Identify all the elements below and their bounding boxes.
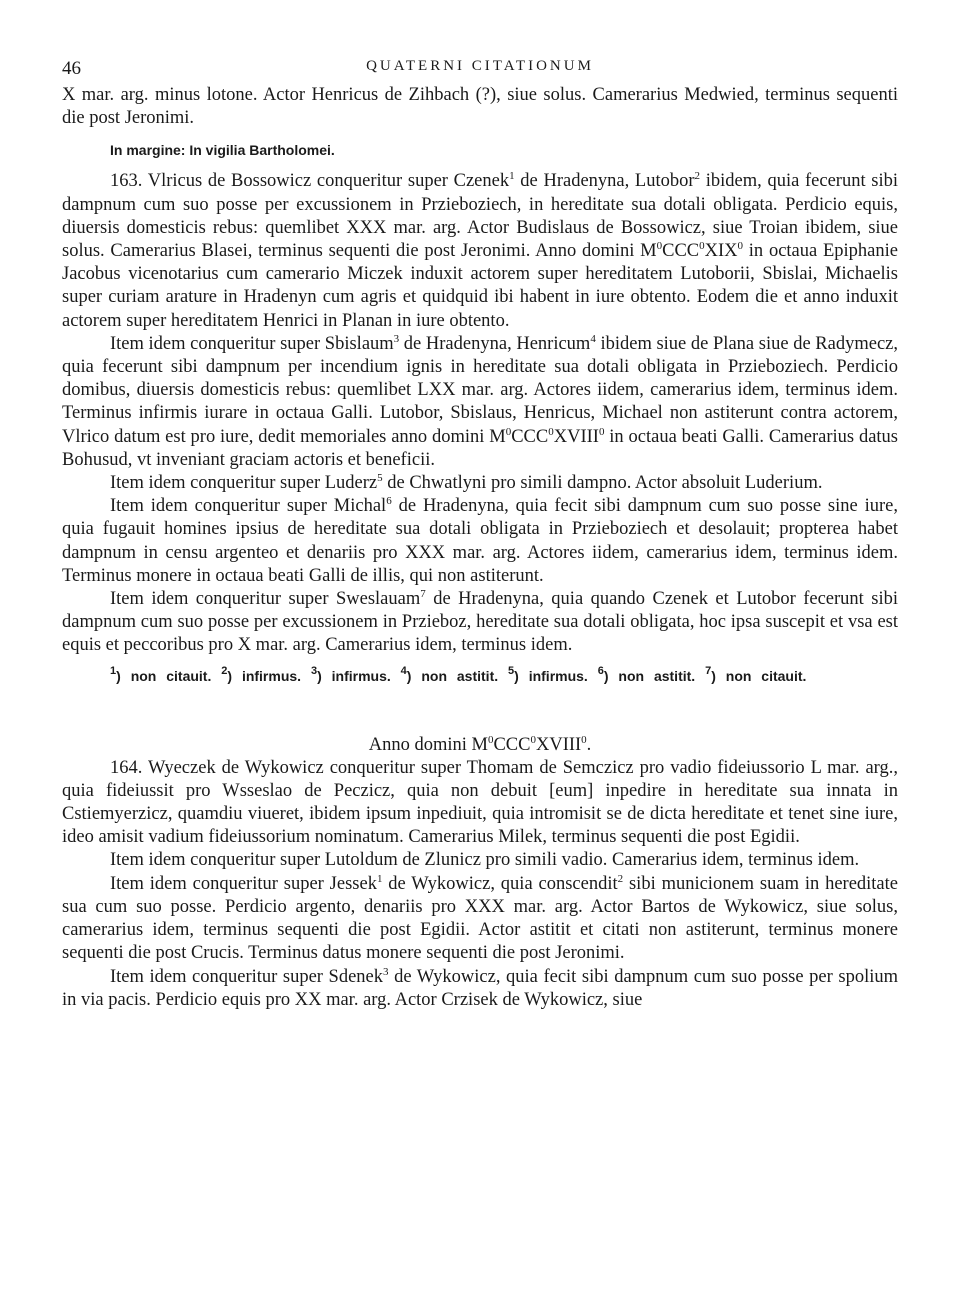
footnote: $^5$) infirmus. [508, 664, 588, 684]
footnote-ref: 3 [393, 332, 400, 345]
year-heading: Anno domini $M^0CCC^0XVIII^0$. [368, 733, 592, 755]
footnote-ref: 2 [694, 170, 701, 183]
footnote: $^6$) non astitit. [597, 664, 696, 684]
footnote: $^4$) non astitit. [400, 664, 499, 684]
footnote-ref: 1 [509, 170, 515, 183]
page-number: 46 [62, 58, 81, 79]
footnote-ref: 4 [590, 332, 596, 345]
footnote-ref: 3 [383, 965, 389, 978]
document-page [62, 50, 898, 1012]
footnote-ref: 2 [617, 872, 624, 885]
footnote: $^1$) non citauit. [110, 664, 212, 684]
footnote: $^7$) non citauit. [705, 664, 807, 684]
entry-164-paragraph-3: Item idem conqueritur super Jessek$^1$ de Wykowicz, quia conscendit$^2$ sibi municionem suam in hereditate sua cum suo posse. Perdicio argento, denariis pro XXX mar. arg. Actor Bartos de Wykowicz, siue solus, camerarius idem, terminus sequenti die post Egidii. Actor astitit et citati non astiterunt, terminus monere sequenti die post Crucis. Terminus datus monere sequenti die post Jeronimi. [62, 872, 898, 964]
entry-163-paragraph-2: Item idem conqueritur super Sbislaum$^3$ de Hradenyna, Henricum$^4$ ibidem siue de Plana siue de Radymecz, quia fecerunt sibi dampnum per incendium ignis in hereditate sua dotali obligata in Przieboziech. Perdicio domibus, diuersis domesticis rebus: quemlibet LXX mar. arg. Actores iidem, camerarius idem, terminus idem. Terminus infirmis iurare in octaua Galli. Lutobor, Sbislaus, Henricus, Michael non astiterunt contra actorem, Vlrico datum est pro iure, dedit memoriales anno domini $M^0CCC^0XVIII^0$ in octaua beati Galli. Camerarius datus Bohusud, vt inveniant graciam actoris et beneficii. [62, 332, 898, 470]
footnotes [110, 666, 898, 686]
footnote-ref: 1 [376, 872, 383, 885]
footnote: $^2$) infirmus. [221, 664, 302, 684]
page-header [62, 50, 898, 80]
footnote: $^3$) infirmus. [310, 664, 391, 684]
footnote-ref: 6 [386, 495, 392, 508]
entry-163-paragraph-1: 163. Vlricus de Bossowicz conqueritur super Czenek$^1$ de Hradenyna, Lutobor$^2$ ibidem, quia fecerunt sibi dampnum cum suo posse per excussionem in Przieboziech, in hereditate sua dotali obligata. Perdicio equis, diuersis domesticis rebus: quemlibet XXX mar. arg. Actor Budislaus de Bossowicz, siue Troian ibidem, siue solus. Camerarius Blasei, terminus sequenti die post Jeronimi. Anno domini $M^0CCC^0XIX^0$ in octaua Epiphanie Jacobus vicenotarius cum camerario Miczek induxit actorem super hereditatem Lutoborii, Sbislai, Michaelis super curiam arature in Hradenyn cum agris et quidquid ibi habent in iure obtento. Eodem die et anno induxit actorem super hereditatem Henrici in Planan in iure obtento. [62, 170, 899, 331]
entry-164-paragraph-4: Item idem conqueritur super Sdenek$^3$ de Wykowicz, quia fecit sibi dampnum cum suo posse per spolium in via pacis. Perdicio equis pro XX mar. arg. Actor Crzisek de Wykowicz, siue [62, 965, 898, 1010]
margin-note: In margine: In vigilia Bartholomei. [110, 142, 335, 159]
entry-163-paragraph-3: Item idem conqueritur super Luderz$^5$ de Chwatlyni pro simili dampno. Actor absoluit Luderium. [110, 472, 823, 494]
entry-163-paragraph-5: Item idem conqueritur super Sweslauam$^7$ de Hradenyna, quia quando Czenek et Lutobor fecerunt sibi dampnum cum suo posse per excussionem in Prziebоz, hereditate sua dotali obligata, hoc ipsa suscepit et vsa est equis et peccoribus pro X mar. arg. Camerarius idem, terminus idem. [62, 588, 898, 656]
intro-paragraph: X mar. arg. minus lotone. Actor Henricus de Zihbach (?), siue solus. Camerarius Medwied, terminus sequenti die post Jeronimi. [62, 85, 898, 129]
entry-163-paragraph-4: Item idem conqueritur super Michal$^6$ de Hradenyna, quia fecit sibi dampnum cum suo posse sine iure, quia fugauit homines ipsius de hereditate sua dotali obligata in Przieboziech et desolauit; propterea habet dampnum in censu argenteo et denariis pro XXX mar. arg. Actores iidem, camerarius idem, terminus idem. Terminus monere in octaua beati Galli de illis, qui non astiterunt. [62, 495, 898, 586]
footnote-ref: 5 [377, 472, 383, 485]
running-head: QUATERNI CITATIONUM [366, 58, 594, 74]
entry-164-paragraph-1: 164. Wyeczek de Wykowicz conqueritur super Thomam de Semczicz pro vadio fideiussorio L mar. arg., quia fideiussit pro Wsseslao de Peczicz, quia non debuit [eum] inpedire in hereditate sua innata in Cstiemyerzicz, quamdiu viueret, ibidem ipsum inpediuit, quia intromisit se de dicta hereditate et tenet sine iure, ideo amisit vadium fideiussorium nominatum. Camerarius Milek, terminus sequenti die post Egidii. [62, 757, 898, 848]
entry-164-paragraph-2: Item idem conqueritur super Lutoldum de Zlunicz pro simili vadio. Camerarius idem, terminus idem. [110, 850, 860, 871]
footnote-ref: 7 [420, 588, 426, 601]
